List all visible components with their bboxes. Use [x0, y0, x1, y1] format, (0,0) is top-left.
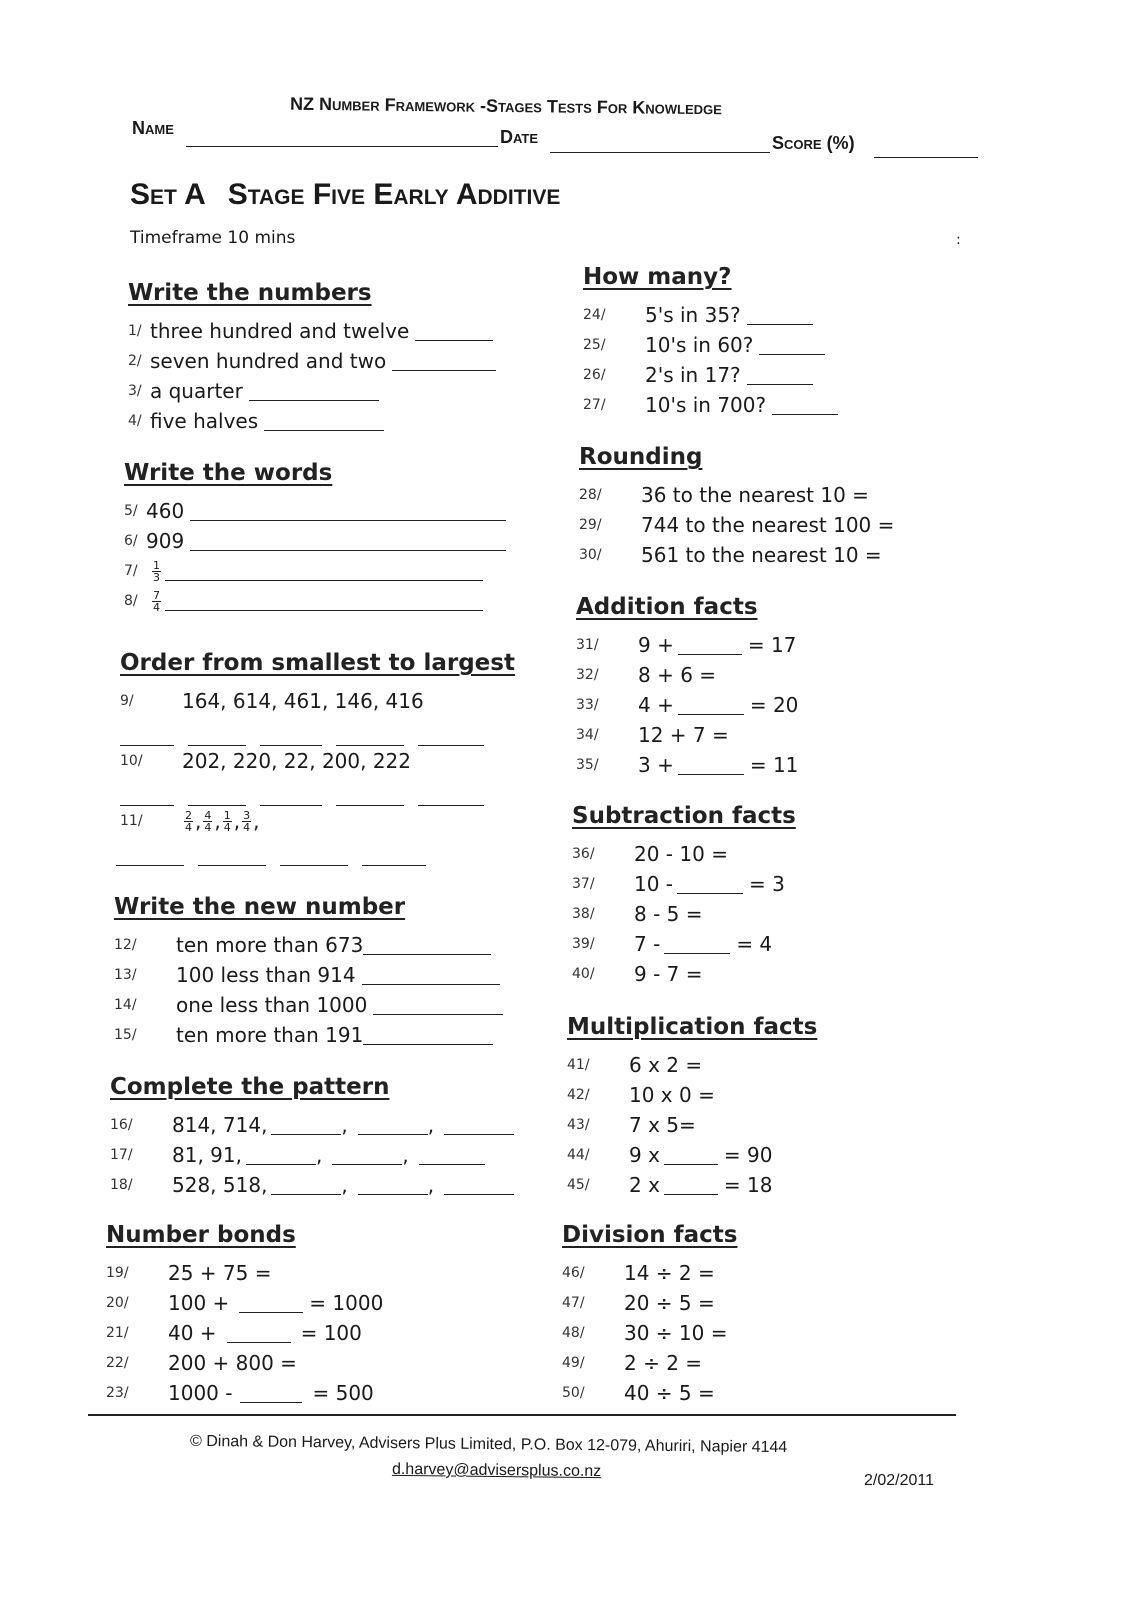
question-45: 45/ 2 x = 18: [567, 1173, 773, 1197]
question-40: 40/ 9 - 7 =: [572, 962, 703, 986]
section-multiplication: [567, 1014, 817, 1200]
question-14: 14/ one less than 1000: [114, 990, 503, 1020]
answer-blank[interactable]: [227, 1324, 291, 1343]
name-label: Name: [132, 118, 174, 138]
answer-blank[interactable]: [239, 1294, 303, 1313]
answer-blank[interactable]: [759, 336, 825, 355]
question-18: 18/ 528, 518, , ,: [110, 1170, 514, 1200]
question-10: 10/ 202, 220, 22, 200, 222: [120, 749, 412, 773]
question-49: 49/ 2 ÷ 2 =: [562, 1351, 703, 1375]
question-39: 39/ 7 - = 4: [572, 932, 773, 956]
answer-blank[interactable]: [249, 382, 379, 401]
question-12: 12/ ten more than 673: [114, 930, 503, 960]
answer-blank[interactable]: [260, 727, 322, 746]
fraction: $\frac{4}{4}$: [204, 808, 212, 834]
answer-blank[interactable]: [190, 532, 506, 551]
answer-blank[interactable]: [418, 787, 484, 806]
question-3: 3/ a quarter: [128, 376, 496, 406]
question-34: 34/ 12 + 7 =: [576, 723, 729, 747]
answer-blank[interactable]: [415, 322, 493, 341]
question-46: 46/ 14 ÷ 2 =: [562, 1261, 715, 1285]
answer-blank[interactable]: [246, 1146, 316, 1165]
answer-blank[interactable]: [362, 966, 500, 985]
answer-blank[interactable]: [747, 366, 813, 385]
section-heading: Order from smallest to largest: [120, 650, 515, 676]
answer-blank[interactable]: [116, 847, 184, 866]
answer-blank[interactable]: [363, 1026, 493, 1045]
answer-blank[interactable]: [188, 787, 246, 806]
question-20: 20/ 100 + = 1000: [106, 1291, 384, 1315]
question-50: 50/ 40 ÷ 5 =: [562, 1381, 715, 1405]
footer-email-link[interactable]: d.harvey@advisersplus.co.nz: [391, 1460, 602, 1481]
question-16: 16/ 814, 714, , ,: [110, 1110, 514, 1140]
question-29: 29/ 744 to the nearest 100 =: [579, 513, 895, 537]
section-heading: Number bonds: [106, 1222, 296, 1248]
question-11: 11/ $\frac{2}{4}$ , $\frac{4}{4}$ , $\frac{1}{4}$ , $\frac{3}{4}$ ,: [120, 808, 260, 834]
fraction: $\frac{3}{4}$: [243, 808, 251, 834]
set-title: [130, 178, 560, 212]
section-write-numbers: [128, 280, 496, 436]
answer-blank[interactable]: [190, 502, 506, 521]
question-5: 5/ 460: [124, 496, 506, 526]
answer-blank[interactable]: [419, 1146, 485, 1165]
answer-blank[interactable]: [120, 787, 174, 806]
answer-blank[interactable]: [271, 1176, 341, 1195]
name-field-line[interactable]: [186, 146, 498, 147]
question-31: 31/ 9 + = 17: [576, 633, 797, 657]
timeframe: Timeframe 10 mins: [130, 228, 296, 248]
answer-blanks: [116, 836, 515, 866]
answer-blank[interactable]: [120, 727, 174, 746]
section-heading: Rounding: [579, 444, 703, 470]
answer-blank[interactable]: [678, 756, 744, 775]
section-heading: Complete the pattern: [110, 1074, 390, 1100]
question-35: 35/ 3 + = 11: [576, 753, 799, 777]
answer-blank[interactable]: [373, 996, 503, 1015]
question-7: 7/ $\frac{1}{3}$: [124, 556, 506, 586]
footer-divider: [88, 1414, 956, 1416]
answer-blanks: [120, 716, 515, 746]
stray-mark: :: [956, 232, 961, 248]
section-addition: [576, 594, 798, 780]
score-label: Score (%): [772, 133, 855, 153]
answer-blank[interactable]: [336, 787, 404, 806]
answer-blank[interactable]: [392, 352, 496, 371]
stage-label: Stage Five Early Additive: [227, 178, 561, 211]
question-2: 2/ seven hundred and two: [128, 346, 496, 376]
section-heading: Subtraction facts: [572, 803, 796, 829]
question-19: 19/ 25 + 75 =: [106, 1261, 272, 1285]
section-heading: Write the new number: [114, 894, 406, 920]
answer-blank[interactable]: [678, 636, 742, 655]
question-13: 13/ 100 less than 914: [114, 960, 503, 990]
answer-blank[interactable]: [362, 847, 426, 866]
answer-blank[interactable]: [747, 306, 813, 325]
answer-blank[interactable]: [358, 1116, 428, 1135]
section-heading: Multiplication facts: [567, 1014, 818, 1040]
answer-blank[interactable]: [264, 412, 384, 431]
answer-blank[interactable]: [260, 787, 322, 806]
answer-blank[interactable]: [165, 592, 483, 611]
section-number-bonds: [106, 1222, 383, 1408]
question-42: 42/ 10 x 0 =: [567, 1083, 715, 1107]
footer-date: 2/02/2011: [864, 1472, 934, 1489]
answer-blank[interactable]: [188, 727, 246, 746]
footer-copyright: © Dinah & Don Harvey, Advisers Plus Limited, P.O. Box 12-079, Ahuriri, Napier 4144: [189, 1432, 788, 1457]
answer-blank[interactable]: [280, 847, 348, 866]
question-9: 9/ 164, 614, 461, 146, 416: [120, 689, 424, 713]
question-23: 23/ 1000 - = 500: [106, 1381, 374, 1405]
answer-blank[interactable]: [664, 1146, 718, 1165]
section-division: [562, 1222, 737, 1408]
answer-blank[interactable]: [240, 1384, 302, 1403]
answer-blank[interactable]: [271, 1116, 341, 1135]
section-heading: How many?: [583, 264, 732, 290]
question-26: 26/ 2's in 17?: [583, 360, 838, 390]
answer-blank[interactable]: [444, 1116, 514, 1135]
answer-blanks: [120, 776, 515, 806]
date-field-line[interactable]: [550, 152, 770, 153]
question-37: 37/ 10 - = 3: [572, 872, 785, 896]
section-heading: Addition facts: [576, 594, 758, 620]
question-36: 36/ 20 - 10 =: [572, 842, 728, 866]
section-heading: Division facts: [562, 1222, 738, 1248]
score-field-line[interactable]: [874, 157, 978, 158]
question-30: 30/ 561 to the nearest 10 =: [579, 543, 882, 567]
question-28: 28/ 36 to the nearest 10 =: [579, 483, 869, 507]
question-44: 44/ 9 x = 90: [567, 1143, 773, 1167]
section-how-many: [583, 264, 838, 420]
question-17: 17/ 81, 91, , ,: [110, 1140, 514, 1170]
answer-blank[interactable]: [664, 935, 730, 954]
date-label: Date: [500, 127, 539, 147]
answer-blank[interactable]: [332, 1146, 402, 1165]
question-1: 1/ three hundred and twelve: [128, 316, 496, 346]
section-order: [120, 650, 515, 866]
section-rounding: [579, 444, 894, 570]
section-heading: Write the words: [124, 460, 333, 486]
question-33: 33/ 4 + = 20: [576, 693, 799, 717]
question-47: 47/ 20 ÷ 5 =: [562, 1291, 715, 1315]
worksheet-title: NZ Number Framework -Stages Tests For Knowledge: [289, 93, 723, 119]
answer-blank[interactable]: [664, 1176, 718, 1195]
answer-blank[interactable]: [678, 696, 744, 715]
section-subtraction: [572, 803, 796, 989]
fraction: $\frac{7}{4}$: [153, 588, 160, 614]
question-27: 27/ 10's in 700?: [583, 390, 838, 420]
question-32: 32/ 8 + 6 =: [576, 663, 717, 687]
answer-blank[interactable]: [444, 1176, 514, 1195]
answer-blank[interactable]: [363, 936, 491, 955]
section-write-words: [124, 460, 506, 616]
question-25: 25/ 10's in 60?: [583, 330, 838, 360]
answer-blank[interactable]: [198, 847, 266, 866]
question-6: 6/ 909: [124, 526, 506, 556]
answer-blank[interactable]: [418, 727, 484, 746]
question-8: 8/ $\frac{7}{4}$: [124, 586, 506, 616]
section-pattern: [110, 1074, 514, 1200]
answer-blank[interactable]: [336, 727, 404, 746]
section-heading: Write the numbers: [128, 280, 372, 306]
fraction: $\frac{2}{4}$: [185, 808, 192, 834]
answer-blank[interactable]: [165, 562, 483, 581]
question-22: 22/ 200 + 800 =: [106, 1351, 297, 1375]
fraction: $\frac{1}{4}$: [223, 808, 231, 834]
question-4: 4/ five halves: [128, 406, 496, 436]
question-41: 41/ 6 x 2 =: [567, 1053, 703, 1077]
fraction: $\frac{1}{3}$: [153, 558, 160, 584]
question-24: 24/ 5's in 35?: [583, 300, 838, 330]
answer-blank[interactable]: [772, 396, 838, 415]
question-21: 21/ 40 + = 100: [106, 1321, 362, 1345]
answer-blank[interactable]: [358, 1176, 428, 1195]
question-48: 48/ 30 ÷ 10 =: [562, 1321, 728, 1345]
answer-blank[interactable]: [677, 875, 743, 894]
question-15: 15/ ten more than 191: [114, 1020, 503, 1050]
question-38: 38/ 8 - 5 =: [572, 902, 703, 926]
set-label: Set A: [130, 178, 206, 211]
section-new-number: [114, 894, 503, 1050]
question-43: 43/ 7 x 5=: [567, 1113, 696, 1137]
